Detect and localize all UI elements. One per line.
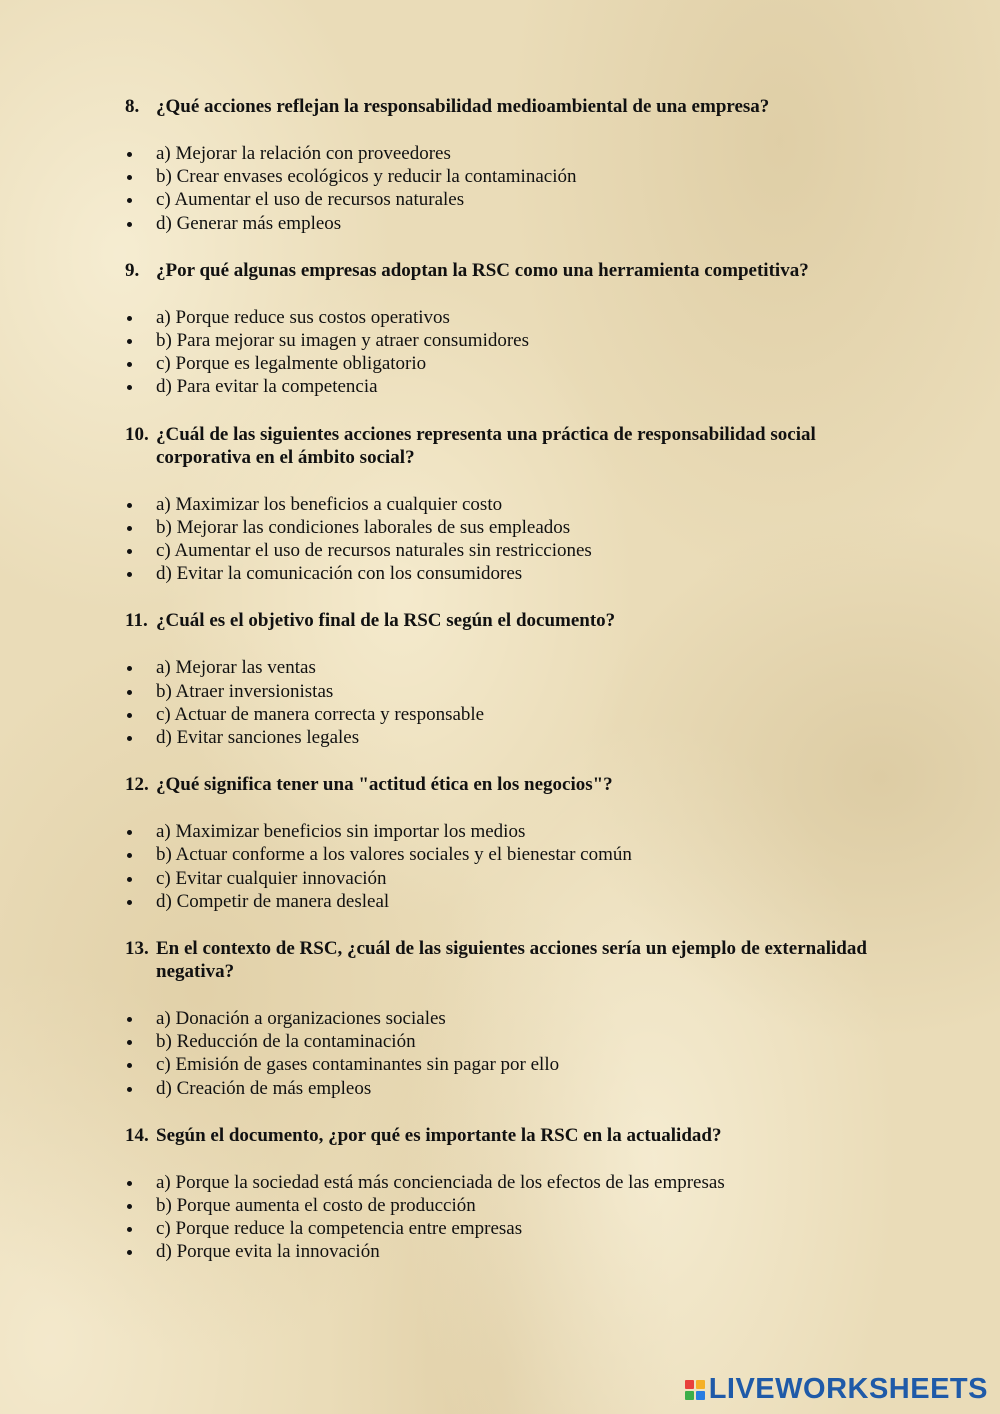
question-title xyxy=(125,609,885,632)
option-text: c) Porque es legalmente obligatorio xyxy=(156,353,427,375)
option-d xyxy=(125,562,885,585)
question-title xyxy=(125,423,885,469)
option-text: c) Emisión de gases contaminantes sin pagar por ello xyxy=(156,1054,560,1076)
option-a xyxy=(125,142,885,165)
options-list xyxy=(125,820,885,913)
option-text: d) Evitar sanciones legales xyxy=(156,727,360,749)
option-text: c) Evitar cualquier innovación xyxy=(156,867,387,889)
bullet-icon xyxy=(127,526,132,531)
question-number: 11. xyxy=(125,610,148,632)
liveworksheets-logo[interactable] xyxy=(685,1373,988,1406)
logo-squares-icon xyxy=(685,1380,705,1400)
option-text: a) Mejorar la relación con proveedores xyxy=(156,143,451,164)
question-12 xyxy=(125,773,885,913)
options-list xyxy=(125,656,885,749)
bullet-icon xyxy=(127,1040,132,1045)
logo-square-green xyxy=(685,1391,694,1400)
question-11 xyxy=(125,609,885,749)
question-text: ¿Qué acciones reflejan la responsabilidad medioambiental de una empresa? xyxy=(156,96,770,117)
bullet-icon xyxy=(127,339,132,344)
question-title xyxy=(125,773,885,796)
logo-square-yellow xyxy=(696,1380,705,1389)
option-c xyxy=(125,188,885,211)
bullet-icon xyxy=(127,152,132,157)
option-d xyxy=(125,890,885,913)
question-14 xyxy=(125,1124,885,1264)
bullet-icon xyxy=(127,1250,132,1255)
bullet-icon xyxy=(127,572,132,577)
question-text: En el contexto de RSC, ¿cuál de las siguientes acciones sería un ejemplo de externalidad negativa? xyxy=(156,938,867,983)
option-b xyxy=(125,680,885,703)
question-number: 10. xyxy=(125,423,149,445)
question-text: Según el documento, ¿por qué es importante la RSC en la actualidad? xyxy=(156,1124,722,1146)
bullet-icon xyxy=(127,222,132,227)
question-title xyxy=(125,1124,885,1147)
option-a xyxy=(125,820,885,843)
options-list xyxy=(125,306,885,399)
option-text: d) Generar más empleos xyxy=(156,212,342,234)
option-d xyxy=(125,1240,885,1263)
option-text: d) Porque evita la innovación xyxy=(156,1241,380,1263)
bullet-icon xyxy=(127,549,132,554)
option-c xyxy=(125,1053,885,1076)
option-text: a) Donación a organizaciones sociales xyxy=(156,1008,446,1030)
question-8 xyxy=(125,95,885,235)
bullet-icon xyxy=(127,1063,132,1068)
option-text: b) Crear envases ecológicos y reducir la contaminación xyxy=(156,166,577,188)
question-number: 14. xyxy=(125,1124,149,1146)
option-b xyxy=(125,329,885,352)
option-a xyxy=(125,1171,885,1194)
option-b xyxy=(125,843,885,866)
worksheet-content xyxy=(125,95,885,1288)
option-d xyxy=(125,212,885,235)
question-number: 12. xyxy=(125,774,149,796)
option-text: c) Aumentar el uso de recursos naturales sin restricciones xyxy=(156,540,592,562)
bullet-icon xyxy=(127,1204,132,1209)
option-d xyxy=(125,1077,885,1100)
question-text: ¿Por qué algunas empresas adoptan la RSC como una herramienta competitiva? xyxy=(156,259,809,281)
bullet-icon xyxy=(127,830,132,835)
question-number: 9. xyxy=(125,259,140,281)
bullet-icon xyxy=(127,853,132,858)
bullet-icon xyxy=(127,877,132,882)
option-b xyxy=(125,516,885,539)
option-a xyxy=(125,306,885,329)
option-c xyxy=(125,1217,885,1240)
bullet-icon xyxy=(127,736,132,741)
option-text: b) Reducción de la contaminación xyxy=(156,1031,416,1053)
bullet-icon xyxy=(127,503,132,508)
logo-text: LIVEWORKSHEETS xyxy=(708,1373,988,1405)
bullet-icon xyxy=(127,900,132,905)
option-c xyxy=(125,867,885,890)
option-a xyxy=(125,1007,885,1030)
option-text: d) Evitar la comunicación con los consumidores xyxy=(156,563,523,585)
option-text: c) Porque reduce la competencia entre empresas xyxy=(156,1218,523,1240)
option-text: b) Atraer inversionistas xyxy=(156,680,334,702)
bullet-icon xyxy=(127,1227,132,1232)
logo-square-blue xyxy=(696,1391,705,1400)
bullet-icon xyxy=(127,1087,132,1092)
question-text: ¿Cuál de las siguientes acciones representa una práctica de responsabilidad social corporativa en el ámbito social? xyxy=(156,423,816,468)
option-text: b) Mejorar las condiciones laborales de sus empleados xyxy=(156,516,571,538)
question-title xyxy=(125,259,885,282)
option-d xyxy=(125,726,885,749)
option-a xyxy=(125,493,885,516)
option-text: c) Actuar de manera correcta y responsable xyxy=(156,703,485,725)
bullet-icon xyxy=(127,1017,132,1022)
question-number: 13. xyxy=(125,938,149,960)
options-list xyxy=(125,1171,885,1264)
option-text: b) Para mejorar su imagen y atraer consumidores xyxy=(156,330,530,352)
question-13 xyxy=(125,937,885,1100)
question-text: ¿Qué significa tener una "actitud ética en los negocios"? xyxy=(156,774,613,796)
question-10 xyxy=(125,423,885,586)
option-text: a) Porque reduce sus costos operativos xyxy=(156,306,450,328)
question-title xyxy=(125,95,885,118)
question-9 xyxy=(125,259,885,399)
option-c xyxy=(125,703,885,726)
option-text: d) Competir de manera desleal xyxy=(156,890,390,912)
question-title xyxy=(125,937,885,983)
option-c xyxy=(125,352,885,375)
option-d xyxy=(125,375,885,398)
option-b xyxy=(125,1194,885,1217)
question-number: 8. xyxy=(125,96,140,117)
bullet-icon xyxy=(127,690,132,695)
bullet-icon xyxy=(127,385,132,390)
bullet-icon xyxy=(127,713,132,718)
option-text: a) Porque la sociedad está más concienciada de los efectos de las empresas xyxy=(156,1171,725,1193)
bullet-icon xyxy=(127,1181,132,1186)
option-text: a) Maximizar beneficios sin importar los medios xyxy=(156,821,526,843)
option-text: b) Actuar conforme a los valores sociales y el bienestar común xyxy=(156,844,632,866)
option-text: d) Creación de más empleos xyxy=(156,1077,372,1099)
option-b xyxy=(125,165,885,188)
bullet-icon xyxy=(127,316,132,321)
options-list xyxy=(125,493,885,586)
bullet-icon xyxy=(127,175,132,180)
option-text: c) Aumentar el uso de recursos naturales xyxy=(156,189,465,211)
bullet-icon xyxy=(127,198,132,203)
option-text: a) Maximizar los beneficios a cualquier costo xyxy=(156,493,503,515)
logo-square-red xyxy=(685,1380,694,1389)
option-b xyxy=(125,1030,885,1053)
question-text: ¿Cuál es el objetivo final de la RSC según el documento? xyxy=(156,610,616,632)
bullet-icon xyxy=(127,362,132,367)
option-text: a) Mejorar las ventas xyxy=(156,657,316,679)
options-list xyxy=(125,142,885,235)
option-a xyxy=(125,656,885,679)
option-c xyxy=(125,539,885,562)
bullet-icon xyxy=(127,666,132,671)
option-text: d) Para evitar la competencia xyxy=(156,376,378,398)
option-text: b) Porque aumenta el costo de producción xyxy=(156,1195,476,1217)
options-list xyxy=(125,1007,885,1100)
